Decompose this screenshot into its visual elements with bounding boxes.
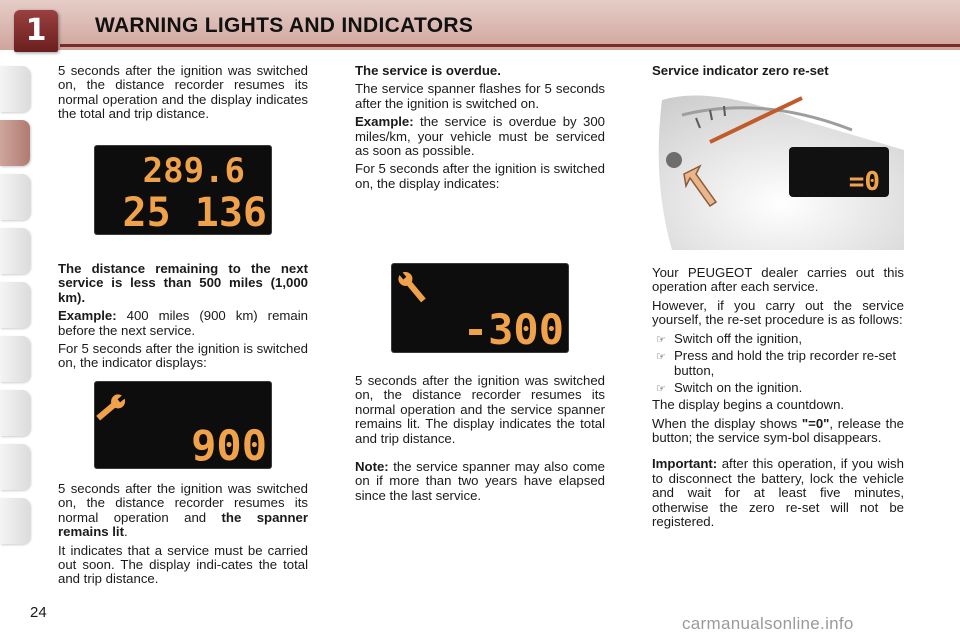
paragraph: However, if you carry out the service yourself, the re-set procedure is as follows:	[652, 297, 904, 328]
column-3	[652, 266, 904, 534]
page-number: 24	[30, 604, 47, 621]
lcd-total-distance: 25 136	[122, 190, 267, 234]
side-tabs	[0, 66, 34, 552]
pointing-hand-icon: ☞	[656, 382, 666, 395]
pointing-hand-icon: ☞	[656, 333, 666, 346]
list-item	[652, 349, 904, 379]
text-span: When the display shows	[652, 415, 802, 431]
header-underline	[60, 44, 960, 47]
note-paragraph	[355, 460, 605, 503]
lcd-reset-value: =0	[848, 167, 880, 197]
note-text: the service spanner may also come on if more than two years have elapsed since the last service.	[355, 459, 605, 503]
paragraph: For 5 seconds after the ignition is switched on, the indicator displays:	[58, 341, 308, 371]
dashboard-illustration	[652, 90, 904, 250]
page-title: WARNING LIGHTS AND INDICATORS	[95, 14, 474, 37]
note-label: Note:	[355, 459, 389, 475]
list-item-text: Switch on the ignition.	[674, 379, 803, 395]
paragraph: Your PEUGEOT dealer carries out this operation after each service.	[652, 265, 904, 295]
paragraph	[652, 417, 904, 446]
side-tab[interactable]	[0, 498, 30, 544]
side-tab-active[interactable]	[0, 120, 30, 166]
column-2	[355, 64, 605, 195]
column-1-section-3	[58, 482, 308, 591]
column-3-heading	[652, 64, 904, 82]
list-item-text: Switch off the ignition,	[674, 330, 803, 346]
lcd-trip-distance: 289.6	[142, 151, 245, 191]
lcd-display-distance	[95, 146, 271, 234]
paragraph: The service spanner flashes for 5 seconds after the ignition is switched on.	[355, 81, 605, 111]
section-heading: Service indicator zero re-set	[652, 63, 829, 78]
side-tab[interactable]	[0, 444, 30, 490]
section-heading: The service is overdue.	[355, 63, 501, 78]
paragraph: It indicates that a service must be carried out soon. The display indi-cates the total and trip distance.	[58, 542, 308, 587]
side-tab[interactable]	[0, 174, 30, 220]
column-1	[58, 64, 308, 126]
section-heading: The distance remaining to the next service is less than 500 miles (1,000 km).	[58, 261, 308, 305]
paragraph	[58, 482, 308, 540]
lcd-display-service-due	[95, 382, 271, 468]
spanner-icon	[95, 391, 129, 424]
list-item-text: Press and hold the trip recorder re-set button,	[674, 348, 897, 379]
example-paragraph	[355, 115, 605, 158]
paragraph: The display begins a countdown.	[652, 397, 845, 413]
important-text: after this operation, if you wish to disconnect the battery, lock the vehicle and wait for at least five minutes, otherwise the zero re-set will not be registered.	[652, 456, 904, 530]
paragraph: 5 seconds after the ignition was switched on, the distance recorder resumes its normal operation and the service spanner remains lit. The display indicates the total and trip distance.	[355, 373, 605, 446]
important-label: Important:	[652, 456, 718, 472]
column-1-section-2	[58, 262, 308, 375]
list-item	[652, 381, 904, 396]
bold-text: "=0"	[801, 415, 830, 431]
text-span: .	[123, 524, 128, 540]
spanner-icon	[395, 268, 429, 305]
paragraph: For 5 seconds after the ignition is switched on, the display indicates:	[355, 161, 605, 191]
important-paragraph	[652, 457, 904, 529]
example-text: 400 miles (900 km) remain before the next service.	[58, 308, 308, 338]
watermark: carmanualsonline.info	[682, 614, 854, 633]
example-text: the service is overdue by 300 miles/km, your vehicle must be serviced as soon as possible.	[355, 114, 605, 159]
text-span: 5 seconds after the ignition was switched on, the distance recorder resumes its normal operation and	[58, 481, 308, 525]
bold-text: the spanner remains lit	[58, 509, 309, 540]
list-item	[652, 332, 904, 347]
example-label: Example:	[58, 308, 117, 324]
side-tab[interactable]	[0, 66, 30, 112]
lcd-service-value: 900	[191, 421, 267, 468]
lcd-display-overdue	[392, 264, 568, 352]
paragraph: 5 seconds after the ignition was switched on, the distance recorder resumes its normal operation and the display indicates the total and trip distance.	[58, 63, 308, 122]
lcd-overdue-value: -300	[462, 305, 564, 352]
example-paragraph	[58, 309, 308, 338]
chapter-number: 1	[14, 10, 58, 52]
column-2-section-2	[355, 374, 605, 507]
side-tab[interactable]	[0, 228, 30, 274]
side-tab[interactable]	[0, 336, 30, 382]
side-tab[interactable]	[0, 282, 30, 328]
text-span: , release the button; the service sym-bol disappears.	[652, 415, 904, 446]
reset-button[interactable]	[666, 152, 682, 168]
pointing-hand-icon: ☞	[656, 351, 666, 364]
example-label: Example:	[355, 114, 414, 130]
side-tab[interactable]	[0, 390, 30, 436]
